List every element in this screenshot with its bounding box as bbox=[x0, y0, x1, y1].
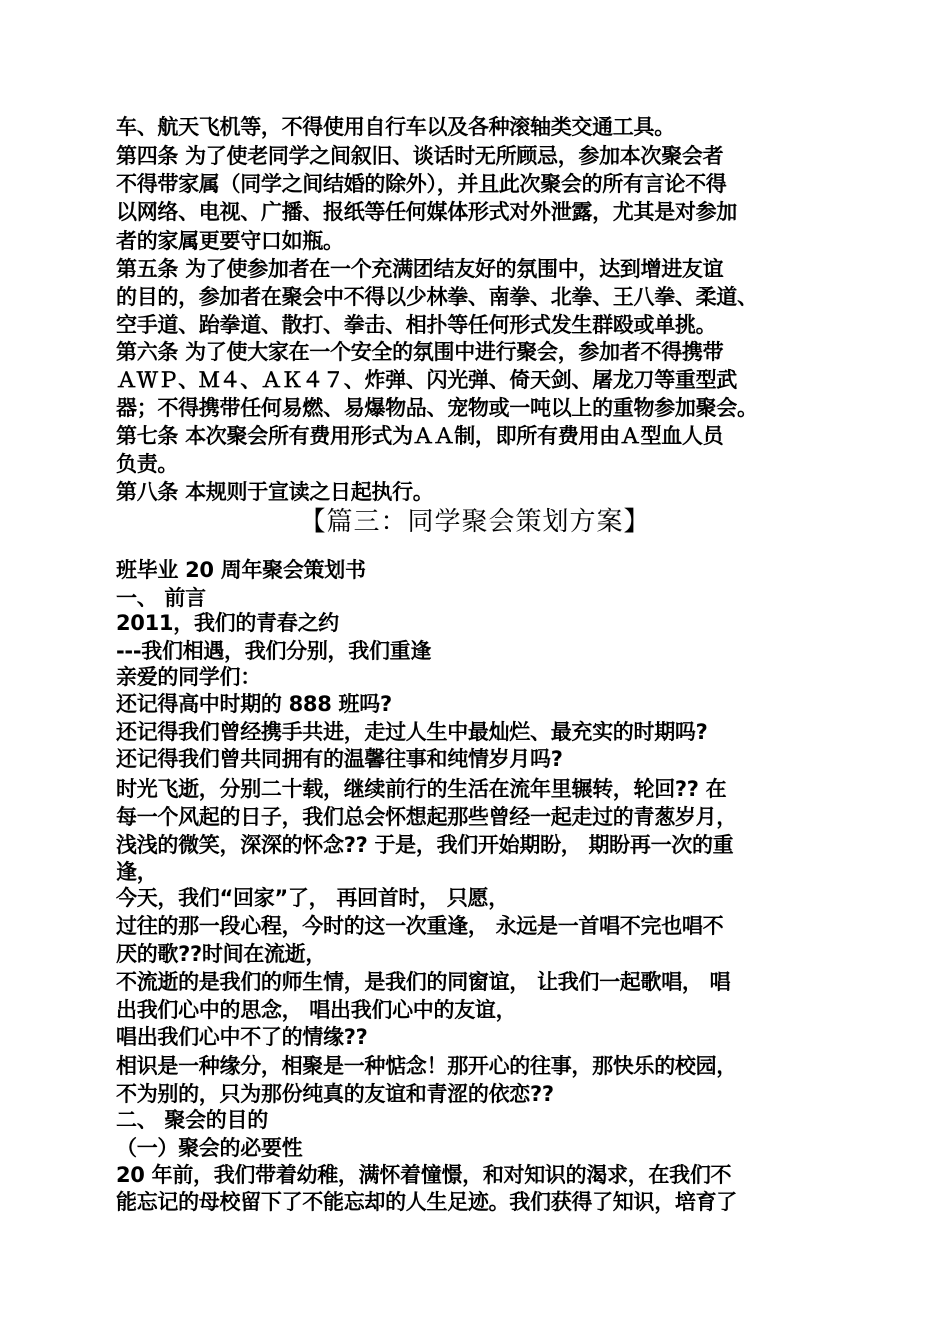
text-line: 今天，我们“回家”了， 再回首时， 只愿， bbox=[116, 886, 509, 910]
text-line: 不得带家属（同学之间结婚的除外），并且此次聚会的所有言论不得 bbox=[116, 172, 727, 196]
text-line: 能忘记的母校留下了不能忘却的人生足迹。我们获得了知识，培育了 bbox=[116, 1190, 737, 1214]
text-line: 二、 聚会的目的 bbox=[116, 1108, 268, 1132]
text-line: 空手道、跆拳道、散打、拳击、相扑等任何形式发生群殴或单挑。 bbox=[116, 313, 717, 337]
text-line: 器；不得携带任何易燃、易爆物品、宠物或一吨以上的重物参加聚会。 bbox=[116, 396, 758, 420]
text-line: 不为别的，只为那份纯真的友谊和青涩的依恋?? bbox=[116, 1082, 554, 1106]
text-line: ---我们相遇，我们分别，我们重逢 bbox=[116, 639, 432, 663]
text-line: 第八条 本规则于宣读之日起执行。 bbox=[116, 480, 434, 504]
text-line: 者的家属更要守口如瓶。 bbox=[116, 229, 344, 253]
text-line: 第六条 为了使大家在一个安全的氛围中进行聚会，参加者不得携带 bbox=[116, 340, 724, 364]
text-line: 第五条 为了使参加者在一个充满团结友好的氛围中，达到增进友谊 bbox=[116, 257, 724, 281]
text-line: 以网络、电视、广播、报纸等任何媒体形式对外泄露，尤其是对参加 bbox=[116, 200, 737, 224]
text-line: 出我们心中的思念， 唱出我们心中的友谊， bbox=[116, 998, 517, 1022]
text-line: ＡＷＰ、Ｍ４、ＡＫ４７、炸弹、闪光弹、倚天剑、屠龙刀等重型武 bbox=[116, 368, 737, 392]
section-heading: 【篇三：同学聚会策划方案】 bbox=[299, 507, 651, 537]
text-line: 时光飞逝，分别二十载，继续前行的生活在流年里辗转，轮回?? 在 bbox=[116, 777, 727, 801]
text-line: 亲爱的同学们： bbox=[116, 665, 261, 689]
text-line: 车、航天飞机等，不得使用自行车以及各种滚轴类交通工具。 bbox=[116, 115, 675, 139]
text-line: 第四条 为了使老同学之间叙旧、谈话时无所顾忌，参加本次聚会者 bbox=[116, 144, 724, 168]
text-line: 班毕业 20 周年聚会策划书 bbox=[116, 558, 366, 582]
text-line: 还记得我们曾共同拥有的温馨往事和纯情岁月吗? bbox=[116, 747, 563, 771]
text-line: 逢， bbox=[116, 860, 158, 884]
text-line: 负责。 bbox=[116, 452, 179, 476]
text-line: 厌的歌??时间在流逝， bbox=[116, 942, 327, 966]
text-line: （一）聚会的必要性 bbox=[116, 1136, 303, 1160]
text-line: 过往的那一段心程，今时的这一次重逢， 永远是一首唱不完也唱不 bbox=[116, 914, 724, 938]
text-line: 第七条 本次聚会所有费用形式为ＡＡ制，即所有费用由Ａ型血人员 bbox=[116, 424, 724, 448]
text-line: 还记得我们曾经携手共进，走过人生中最灿烂、最充实的时期吗? bbox=[116, 720, 708, 744]
text-line: 2011，我们的青春之约 bbox=[116, 611, 339, 635]
text-line: 每一个风起的日子，我们总会怀想起那些曾经一起走过的青葱岁月， bbox=[116, 805, 737, 829]
text-line: 一、 前言 bbox=[116, 586, 206, 610]
text-line: 浅浅的微笑，深深的怀念?? 于是，我们开始期盼， 期盼再一次的重 bbox=[116, 833, 734, 857]
text-line: 20 年前，我们带着幼稚，满怀着憧憬，和对知识的渴求，在我们不 bbox=[116, 1163, 732, 1187]
text-line: 相识是一种缘分，相聚是一种惦念！那开心的往事，那快乐的校园， bbox=[116, 1054, 737, 1078]
text-line: 的目的，参加者在聚会中不得以少林拳、南拳、北拳、王八拳、柔道、 bbox=[116, 285, 758, 309]
text-line: 不流逝的是我们的师生情，是我们的同窗谊， 让我们一起歌唱， 唱 bbox=[116, 970, 731, 994]
text-line: 唱出我们心中不了的情缘?? bbox=[116, 1025, 368, 1049]
text-line: 还记得高中时期的 888 班吗? bbox=[116, 692, 392, 716]
